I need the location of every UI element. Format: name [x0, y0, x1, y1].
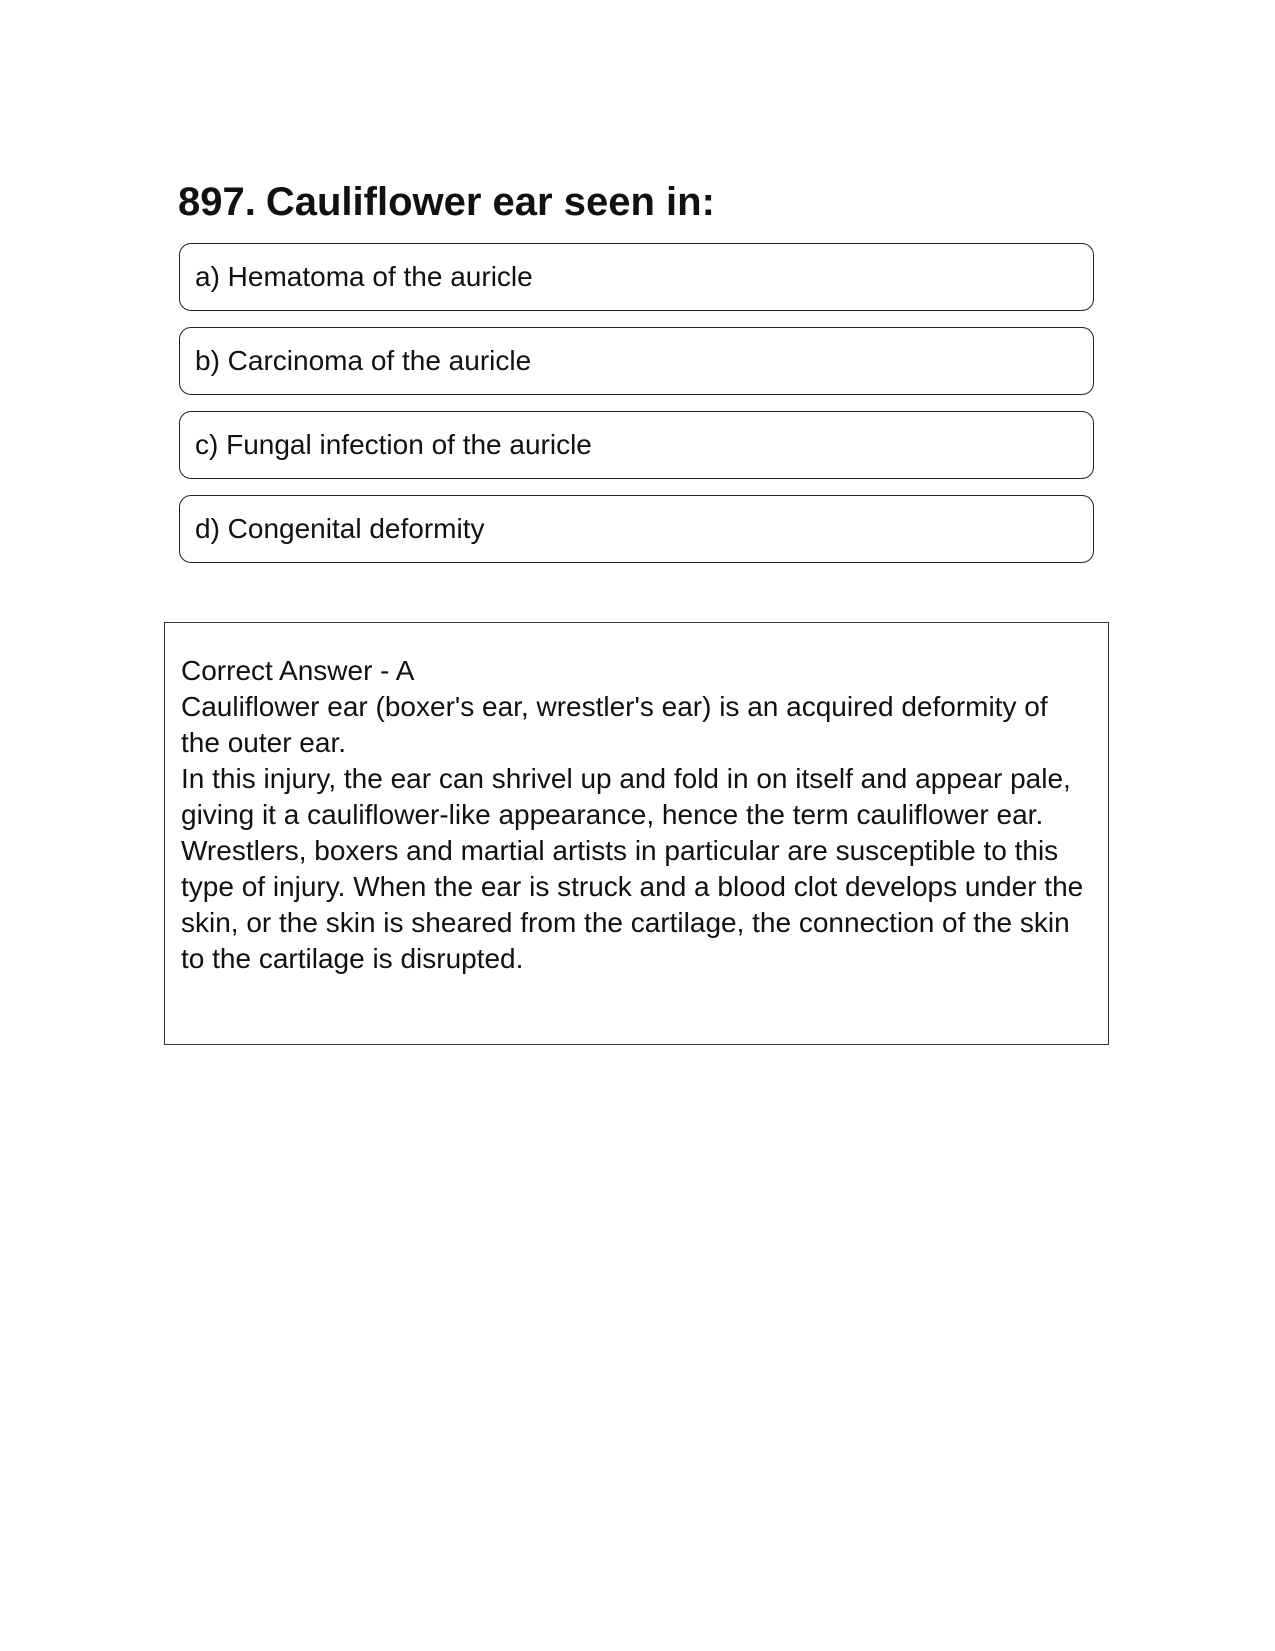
answer-explanation-box — [164, 622, 1109, 1045]
option-c[interactable] — [179, 411, 1094, 479]
option-d[interactable] — [179, 495, 1094, 563]
options-list — [179, 243, 1094, 579]
question-title — [178, 178, 715, 226]
option-a[interactable] — [179, 243, 1094, 311]
option-label: a) Hematoma of the auricle — [195, 261, 533, 292]
question-text: Cauliflower ear seen in: — [265, 180, 715, 224]
option-label: b) Carcinoma of the auricle — [195, 345, 532, 376]
option-label: c) Fungal infection of the auricle — [195, 429, 592, 460]
explanation-paragraph: Wrestlers, boxers and martial artists in particular are susceptible to this type of injury. When the ear is struck and a blood clot develops under the skin, or the skin is sheared from the cartilage, the connection of the skin to the cartilage is disrupted. — [181, 835, 1084, 974]
explanation-paragraph: Cauliflower ear (boxer's ear, wrestler's ear) is an acquired deformity of the outer ear. — [181, 691, 1048, 758]
question-number: 897. — [178, 180, 256, 224]
correct-answer: Correct Answer - A — [181, 655, 415, 686]
explanation-paragraph: In this injury, the ear can shrivel up and fold in on itself and appear pale, giving it a cauliflower-like appearance, hence the term cauliflower ear. — [181, 763, 1071, 830]
option-b[interactable] — [179, 327, 1094, 395]
option-label: d) Congenital deformity — [195, 513, 485, 544]
